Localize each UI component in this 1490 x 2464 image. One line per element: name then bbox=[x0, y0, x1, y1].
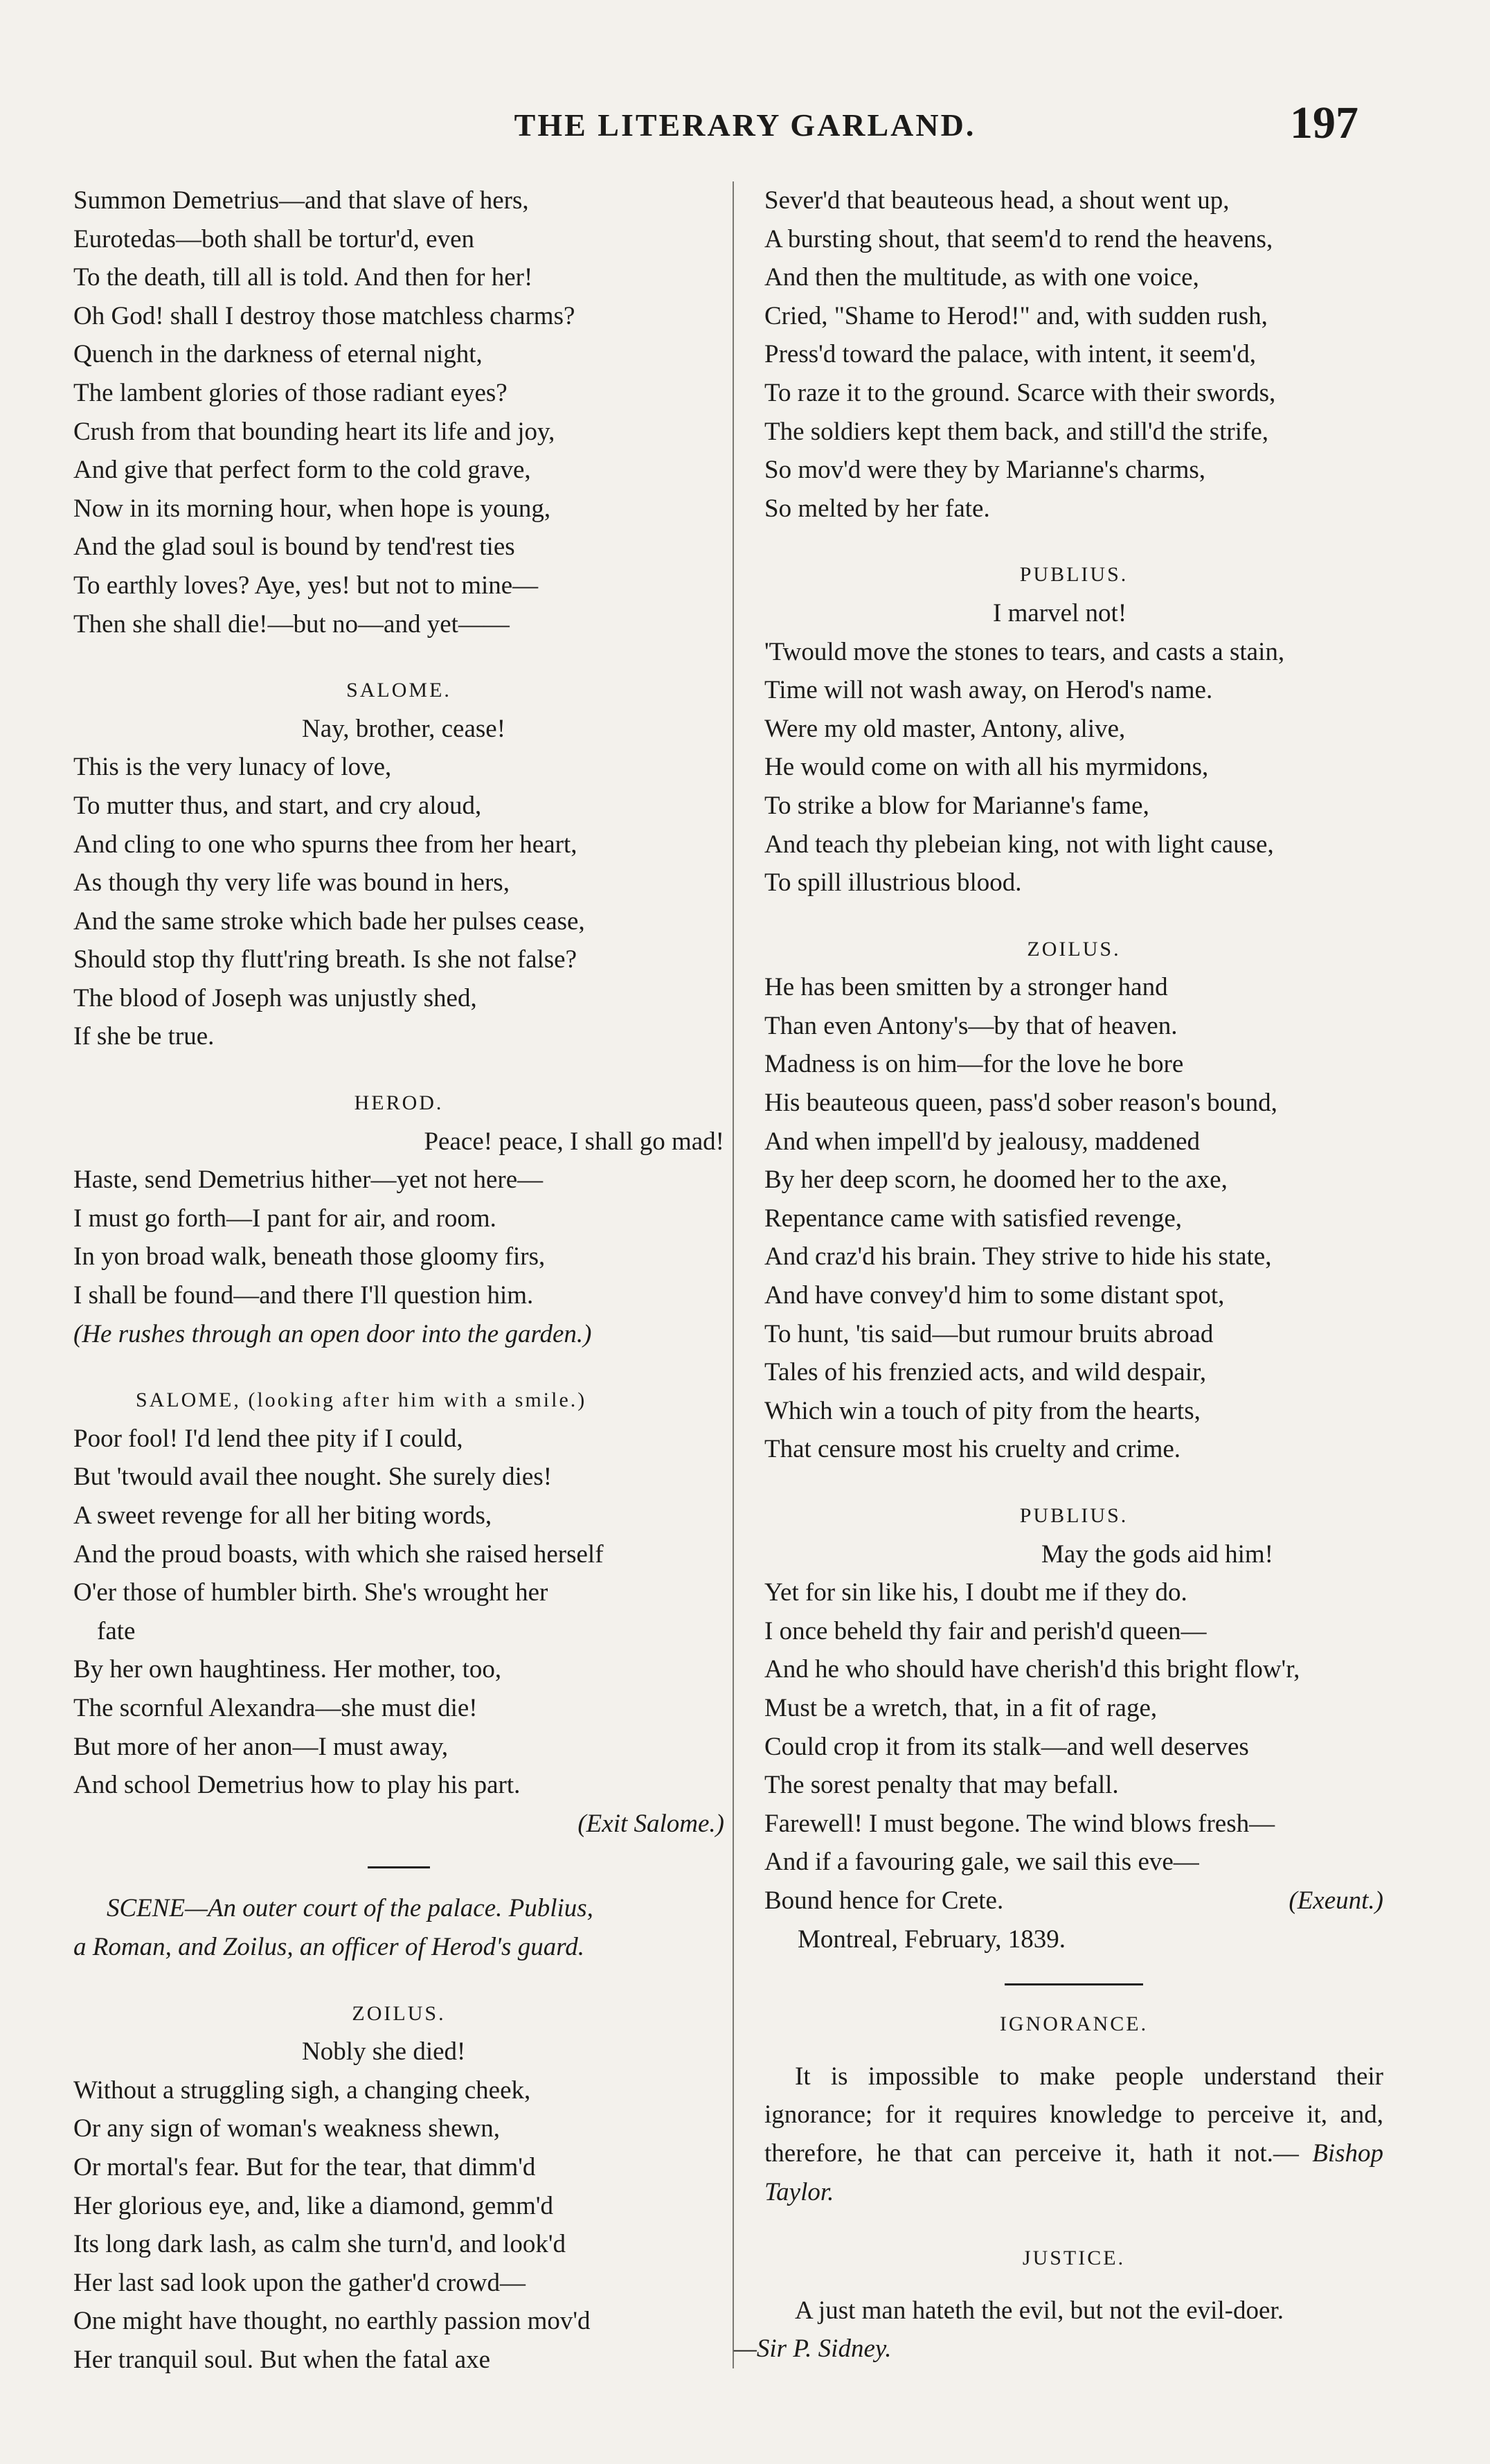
ignorance-quote bbox=[764, 2057, 1383, 2211]
stage-direction: (Exit Salome.) bbox=[577, 1809, 724, 1838]
verse-line: As though thy very life was bound in hers, bbox=[73, 868, 510, 898]
verse-line: I must go forth—I pant for air, and room. bbox=[73, 1204, 496, 1233]
running-title: THE LITERARY GARLAND. bbox=[514, 107, 976, 143]
verse-line: Should stop thy flutt'ring breath. Is she not false? bbox=[73, 945, 577, 974]
verse-line: May the gods aid him! bbox=[1041, 1539, 1274, 1569]
verse-line: Peace! peace, I shall go mad! bbox=[424, 1127, 724, 1156]
verse-line: Nobly she died! bbox=[302, 2037, 466, 2066]
verse-line: And have convey'd him to some distant spot, bbox=[764, 1281, 1225, 1310]
herod-reply bbox=[73, 1161, 724, 1353]
verse-line: Her glorious eye, and, like a diamond, gemm'd bbox=[73, 2191, 554, 2220]
verse-line: And craz'd his brain. They strive to hide his state, bbox=[764, 1242, 1272, 1271]
verse-line: And the glad soul is bound by tend'rest ties bbox=[73, 533, 515, 562]
zoilus-speech bbox=[73, 2071, 724, 2380]
verse-line: Eurotedas—both shall be tortur'd, even bbox=[73, 224, 474, 253]
verse-line: To spill illustrious blood. bbox=[764, 868, 1022, 898]
verse-line: By her own haughtiness. Her mother, too, bbox=[73, 1655, 502, 1684]
verse-line: The soldiers kept them back, and still'd the strife, bbox=[764, 417, 1268, 446]
verse-line: Her last sad look upon the gather'd crowd— bbox=[73, 2268, 526, 2297]
verse-line: And cling to one who spurns thee from her heart, bbox=[73, 830, 577, 859]
quote-author: Bishop Taylor. bbox=[764, 2139, 1383, 2206]
section-divider bbox=[1005, 1983, 1143, 1985]
right-column bbox=[733, 181, 1383, 2368]
scene-heading: SCENE—An outer court of the palace. Publius, bbox=[107, 1894, 593, 1923]
running-head bbox=[0, 97, 1490, 152]
verse-line: The scornful Alexandra—she must die! bbox=[73, 1693, 478, 1722]
verse-line: His beauteous queen, pass'd sober reason's bound, bbox=[764, 1089, 1277, 1118]
verse-line: I marvel not! bbox=[993, 598, 1127, 627]
dateline: Montreal, February, 1839. bbox=[798, 1925, 1066, 1954]
verse-line: And if a favouring gale, we sail this eve— bbox=[764, 1848, 1199, 1877]
verse-line: Must be a wretch, that, in a fit of rage, bbox=[764, 1693, 1158, 1722]
verse-line: A bursting shout, that seem'd to rend the heavens, bbox=[764, 224, 1273, 253]
verse-line: O'er those of humbler birth. She's wrought her bbox=[73, 1578, 548, 1607]
publius-farewell bbox=[764, 1573, 1383, 1958]
scene-heading: a Roman, and Zoilus, an officer of Herod's guard. bbox=[73, 1932, 584, 1961]
zoilus-reply bbox=[764, 968, 1383, 1469]
verse-line: Or mortal's fear. But for the tear, that dimm'd bbox=[73, 2152, 536, 2181]
verse-line: And he who should have cherish'd this bright flow'r, bbox=[764, 1655, 1300, 1684]
verse-line: To raze it to the ground. Scarce with their swords, bbox=[764, 378, 1276, 407]
verse-line: And the proud boasts, with which she raised herself bbox=[73, 1539, 604, 1569]
verse-line: Were my old master, Antony, alive, bbox=[764, 714, 1126, 743]
verse-line: That censure most his cruelty and crime. bbox=[764, 1435, 1181, 1464]
justice-quote bbox=[734, 2292, 1383, 2368]
verse-line: But 'twould avail thee nought. She surely dies! bbox=[73, 1463, 553, 1492]
verse-line: fate bbox=[97, 1616, 136, 1645]
verse-line: One might have thought, no earthly passion mov'd bbox=[73, 2307, 591, 2336]
speaker-zoilus: ZOILUS. bbox=[352, 2001, 446, 2025]
salome-aside bbox=[73, 1420, 724, 1843]
verse-line: The blood of Joseph was unjustly shed, bbox=[73, 983, 477, 1012]
verse-line: Her tranquil soul. But when the fatal axe bbox=[73, 2345, 491, 2374]
verse-line: Without a struggling sigh, a changing cheek, bbox=[73, 2075, 531, 2105]
verse-line: And school Demetrius how to play his part. bbox=[73, 1771, 521, 1800]
speaker-publius: PUBLIUS. bbox=[1019, 563, 1129, 587]
left-column bbox=[73, 181, 724, 2379]
verse-line: To mutter thus, and start, and cry aloud, bbox=[73, 791, 482, 820]
verse-line: And when impell'd by jealousy, maddened bbox=[764, 1127, 1201, 1156]
verse-line: And then the multitude, as with one voice, bbox=[764, 263, 1199, 292]
verse-line: To earthly loves? Aye, yes! but not to mine— bbox=[73, 571, 539, 600]
verse-line: In yon broad walk, beneath those gloomy firs, bbox=[73, 1242, 546, 1271]
page-number: 197 bbox=[1290, 98, 1358, 148]
verse-line: I shall be found—and there I'll question him. bbox=[73, 1281, 534, 1310]
verse-line: Haste, send Demetrius hither—yet not here— bbox=[73, 1166, 544, 1195]
verse-line: So mov'd were they by Marianne's charms, bbox=[764, 456, 1206, 485]
verse-line: Crush from that bounding heart its life and joy, bbox=[73, 417, 555, 446]
verse-line: Summon Demetrius—and that slave of hers, bbox=[73, 186, 529, 215]
stage-direction: (He rushes through an open door into the garden.) bbox=[73, 1319, 592, 1348]
verse-line: Poor fool! I'd lend thee pity if I could, bbox=[73, 1424, 463, 1453]
speaker-zoilus: ZOILUS. bbox=[1027, 937, 1121, 961]
zoilus-continued bbox=[764, 181, 1383, 528]
verse-line: Then she shall die!—but no—and yet—— bbox=[73, 609, 510, 639]
verse-line: He would come on with all his myrmidons, bbox=[764, 753, 1209, 782]
verse-line: Repentance came with satisfied revenge, bbox=[764, 1204, 1183, 1233]
speaker-salome-aside: SALOME, (looking after him with a smile.) bbox=[136, 1389, 587, 1412]
verse-line: Farewell! I must begone. The wind blows fresh— bbox=[764, 1809, 1275, 1838]
publius-speech bbox=[764, 633, 1383, 902]
quote-author: —Sir P. Sidney. bbox=[734, 2334, 892, 2364]
verse-line: I once beheld thy fair and perish'd queen— bbox=[764, 1616, 1207, 1645]
verse-line: Its long dark lash, as calm she turn'd, and look'd bbox=[73, 2230, 566, 2259]
verse-line: So melted by her fate. bbox=[764, 494, 990, 523]
speaker-herod: HEROD. bbox=[354, 1091, 444, 1115]
verse-line: Now in its morning hour, when hope is young, bbox=[73, 494, 551, 523]
verse-line: To hunt, 'tis said—but rumour bruits abroad bbox=[764, 1319, 1214, 1348]
verse-line: Could crop it from its stalk—and well deserves bbox=[764, 1732, 1249, 1761]
verse-line: To the death, till all is told. And then for her! bbox=[73, 263, 533, 292]
verse-line: And the same stroke which bade her pulses cease, bbox=[73, 907, 585, 936]
stage-direction: (Exeunt.) bbox=[1289, 1886, 1383, 1915]
section-title-ignorance: IGNORANCE. bbox=[999, 2012, 1149, 2036]
verse-line: Nay, brother, cease! bbox=[302, 714, 506, 743]
verse-line: Bound hence for Crete. bbox=[764, 1886, 1004, 1915]
verse-line: But more of her anon—I must away, bbox=[73, 1732, 449, 1761]
verse-line: To strike a blow for Marianne's fame, bbox=[764, 791, 1149, 820]
verse-line: Press'd toward the palace, with intent, it seem'd, bbox=[764, 340, 1256, 369]
verse-line: The sorest penalty that may befall. bbox=[764, 1771, 1119, 1800]
verse-line: By her deep scorn, he doomed her to the axe, bbox=[764, 1166, 1228, 1195]
herod-speech bbox=[73, 181, 724, 643]
verse-line: Than even Antony's—by that of heaven. bbox=[764, 1011, 1178, 1040]
verse-line: He has been smitten by a stronger hand bbox=[764, 973, 1168, 1002]
verse-line: The lambent glories of those radiant eyes? bbox=[73, 378, 508, 407]
speaker-salome: SALOME. bbox=[346, 679, 451, 702]
verse-line: Or any sign of woman's weakness shewn, bbox=[73, 2114, 501, 2143]
verse-line: 'Twould move the stones to tears, and casts a stain, bbox=[764, 637, 1285, 666]
verse-line: Yet for sin like his, I doubt me if they do. bbox=[764, 1578, 1187, 1607]
scene-divider bbox=[368, 1866, 430, 1868]
salome-speech bbox=[73, 748, 724, 1056]
section-title-justice: JUSTICE. bbox=[1022, 2247, 1126, 2270]
verse-line: Tales of his frenzied acts, and wild despair, bbox=[764, 1358, 1207, 1387]
verse-line: Cried, "Shame to Herod!" and, with sudden rush, bbox=[764, 301, 1268, 330]
final-line-row bbox=[764, 1882, 1383, 1920]
verse-line: And teach thy plebeian king, not with light cause, bbox=[764, 830, 1274, 859]
verse-line: And give that perfect form to the cold grave, bbox=[73, 456, 531, 485]
verse-line: Oh God! shall I destroy those matchless charms? bbox=[73, 301, 575, 330]
verse-line: Madness is on him—for the love he bore bbox=[764, 1050, 1184, 1079]
verse-line: Which win a touch of pity from the hearts, bbox=[764, 1396, 1201, 1425]
verse-line: If she be true. bbox=[73, 1022, 215, 1051]
quote-text: A just man hateth the evil, but not the evil-doer. bbox=[795, 2296, 1284, 2325]
verse-line: A sweet revenge for all her biting words, bbox=[73, 1501, 492, 1530]
verse-line: This is the very lunacy of love, bbox=[73, 753, 392, 782]
verse-line: Quench in the darkness of eternal night, bbox=[73, 340, 483, 369]
verse-line: Time will not wash away, on Herod's name. bbox=[764, 676, 1213, 705]
verse-line: Sever'd that beauteous head, a shout went up, bbox=[764, 186, 1230, 215]
speaker-publius: PUBLIUS. bbox=[1019, 1504, 1129, 1527]
quote-text: It is impossible to make people understand their ignorance; for it requires knowledge to perceive it, and, therefore, he that can perceive it, hath it not.— bbox=[764, 2062, 1383, 2168]
